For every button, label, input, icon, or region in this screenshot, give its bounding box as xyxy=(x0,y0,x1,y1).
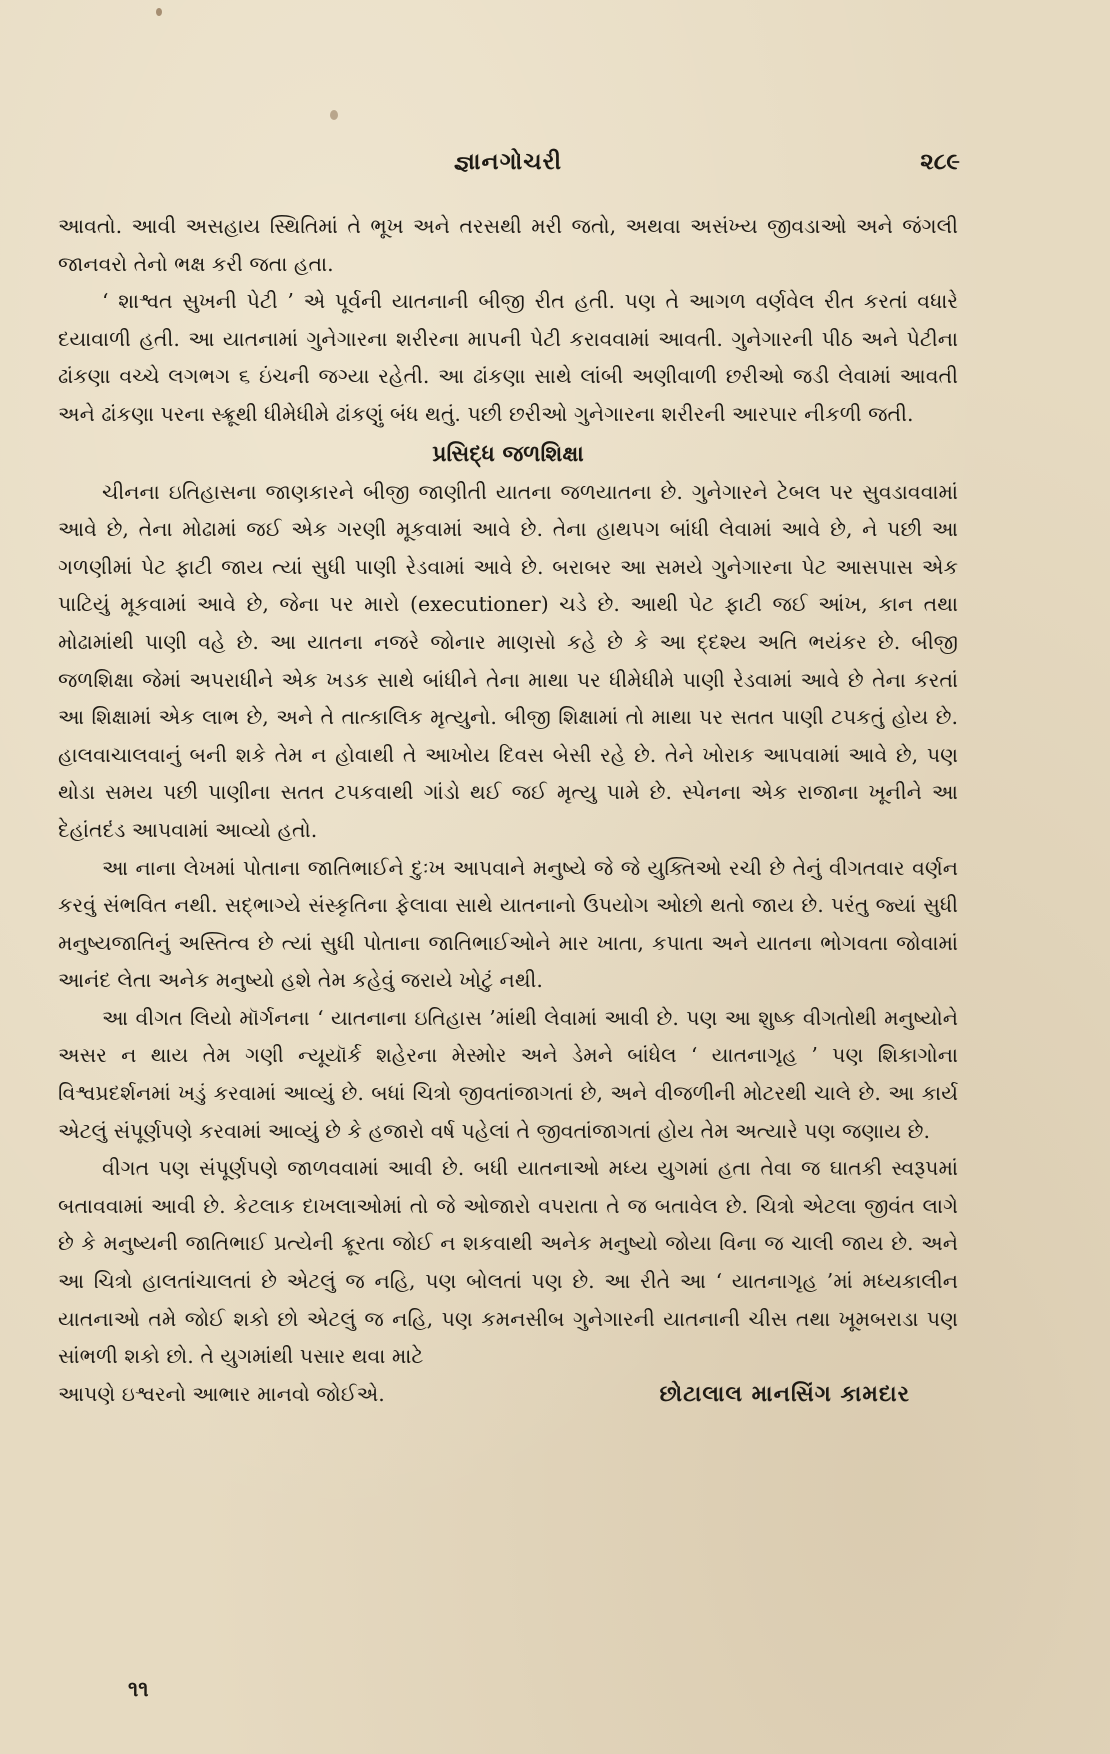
closing-sentence: આપણે ઇશ્વરનો આભાર માનવો જોઈએ. xyxy=(58,1381,385,1406)
paragraph: ચીનના ઇતિહાસના જાણકારને બીજી જાણીતી યાતના જળયાતના છે. ગુનેગારને ટેબલ પર સુવડાવવામાં આવે છે, તેના મોઢામાં જઈ એક ગરણી મૂકવામાં આવે છે. તેના હાથપગ બાંધી લેવામાં આવે છે, ને પછી આ ગળણીમાં પેટ ફાટી જાય ત્યાં સુધી પાણી રેડવામાં આવે છે. બરાબર આ સમયે ગુનેગારના પેટ આસપાસ એક પાટિયું મૂકવામાં આવે છે, જેના પર મારો (executioner) ચડે છે. આથી પેટ ફાટી જઈ આંખ, કાન તથા મોઢામાંથી પાણી વહે છે. આ યાતના નજરે જોનાર માણસો કહે છે કે આ દ્દશ્ય અતિ ભયંકર છે. બીજી જળશિક્ષા જેમાં અપરાધીને એક ખડક સાથે બાંધીને તેના માથા પર ધીમેધીમે પાણી રેડવામાં આવે છે તેના કરતાં આ શિક્ષામાં એક લાભ છે, અને તે તાત્કાલિક મૃત્યુનો. બીજી શિક્ષામાં તો માથા પર સતત પાણી ટપકતું હોય છે. હાલવાચાલવાનું બની શકે તેમ ન હોવાથી તે આખોય દિવસ બેસી રહે છે. તેને ખોરાક આપવામાં આવે છે, પણ થોડા સમય પછી પાણીના સતત ટપકવાથી ગાંડો થઈ જઈ મૃત્યુ પામે છે. સ્પેનના એક રાજાના ખૂનીને આ દેહાંતદંડ આપવામાં આવ્યો હતો. xyxy=(58,479,958,842)
paper-speck xyxy=(156,8,162,16)
author-name: છોટાલાલ માનસિંગ કામદાર xyxy=(659,1380,910,1407)
section-heading: પ્રસિદ્ધ જળશિક્ષા xyxy=(432,440,584,467)
paragraph: આવતો. આવી અસહાય સ્થિતિમાં તે ભૂખ અને તરસથી મરી જતો, અથવા અસંખ્ય જીવડાઓ અને જંગલી જાનવરો તેનો ભક્ષ કરી જતા હતા. xyxy=(58,214,958,276)
paragraph: વીગત પણ સંપૂર્ણપણે જાળવવામાં આવી છે. બધી યાતનાઓ મધ્ય યુગમાં હતા તેવા જ ઘાતકી સ્વરૂપમાં બતાવવામાં આવી છે. કેટલાક દાખલાઓમાં તો જે ઓજારો વપરાતા તે જ બતાવેલ છે. ચિત્રો એટલા જીવંત લાગે છે કે મનુષ્યની જાતિભાઈ પ્રત્યેની ક્રૂરતા જોઈ ન શકવાથી અનેક મનુષ્યો જોયા વિના જ ચાલી જાય છે. અને આ ચિત્રો હાલતાંચાલતાં છે એટલું જ નહિ, પણ બોલતાં પણ છે. આ રીતે આ ‘ યાતનાગૃહ ’માં મધ્યકાલીન યાતનાઓ તમે જોઈ શકો છો એટલું જ નહિ, પણ કમનસીબ ગુનેગારની યાતનાની ચીસ તથા ખૂમબરાડા પણ સાંભળી શકો છો. તે યુગમાંથી પસાર થવા માટે xyxy=(58,1156,958,1369)
running-header xyxy=(58,142,958,182)
signoff-line xyxy=(58,1376,958,1414)
paragraph: આ વીગત લિયો મૉર્ગનના ‘ યાતનાના ઇતિહાસ ’માંથી લેવામાં આવી છે. પણ આ શુષ્ક વીગતોથી મનુષ્યોને અસર ન થાય તેમ ગણી ન્યૂયૉર્ક શહેરના મેસ્મોર અને ડેમને બાંધેલ ‘ યાતનાગૃહ ’ પણ શિકાગોના વિશ્વપ્રદર્શનમાં ખડું કરવામાં આવ્યું છે. બધાં ચિત્રો જીવતાંજાગતાં છે, અને વીજળીની મોટરથી ચાલે છે. આ કાર્ય એટલું સંપૂર્ણપણે કરવામાં આવ્યું છે કે હજારો વર્ષ પહેલાં તે જીવતાંજાગતાં હોય તેમ અત્યારે પણ જણાય છે. xyxy=(58,1005,958,1143)
paragraph: ‘ શાશ્વત સુખની પેટી ’ એ પૂર્વની યાતનાની બીજી રીત હતી. પણ તે આગળ વર્ણવેલ રીત કરતાં વધારે દયાવાળી હતી. આ યાતનામાં ગુનેગારના શરીરના માપની પેટી કરાવવામાં આવતી. ગુનેગારની પીઠ અને પેટીના ઢાંકણા વચ્ચે લગભગ ૬ ઇંચની જગ્યા રહેતી. આ ઢાંકણા સાથે લાંબી અણીવાળી છરીઓ જડી લેવામાં આવતી અને ઢાંકણા પરના સ્ક્રૂથી ધીમેધીમે ઢાંકણું બંધ થતું. પછી છરીઓ ગુનેગારના શરીરની આરપાર નીકળી જતી. xyxy=(58,289,958,426)
signature-mark: ૧૧ xyxy=(128,1676,149,1701)
running-title: જ્ઞાનગોચરી xyxy=(453,148,563,175)
paper-speck xyxy=(330,110,338,120)
page-number: ૨૮૯ xyxy=(920,148,960,175)
body-text xyxy=(58,208,958,1414)
paragraph: આ નાના લેખમાં પોતાના જાતિભાઈને દુઃખ આપવાને મનુષ્યે જે જે યુક્તિઓ રચી છે તેનું વીગતવાર વર્ણન કરવું સંભવિત નથી. સદ્ભાગ્યે સંસ્કૃતિના ફેલાવા સાથે યાતનાનો ઉપયોગ ઓછો થતો જાય છે. પરંતુ જ્યાં સુધી મનુષ્યજાતિનું અસ્તિત્વ છે ત્યાં સુધી પોતાના જાતિભાઈઓને માર ખાતા, કપાતા અને યાતના ભોગવતા જોવામાં આનંદ લેતા અનેક મનુષ્યો હશે તેમ કહેવું જરાયે ખોટું નથી. xyxy=(58,855,958,993)
